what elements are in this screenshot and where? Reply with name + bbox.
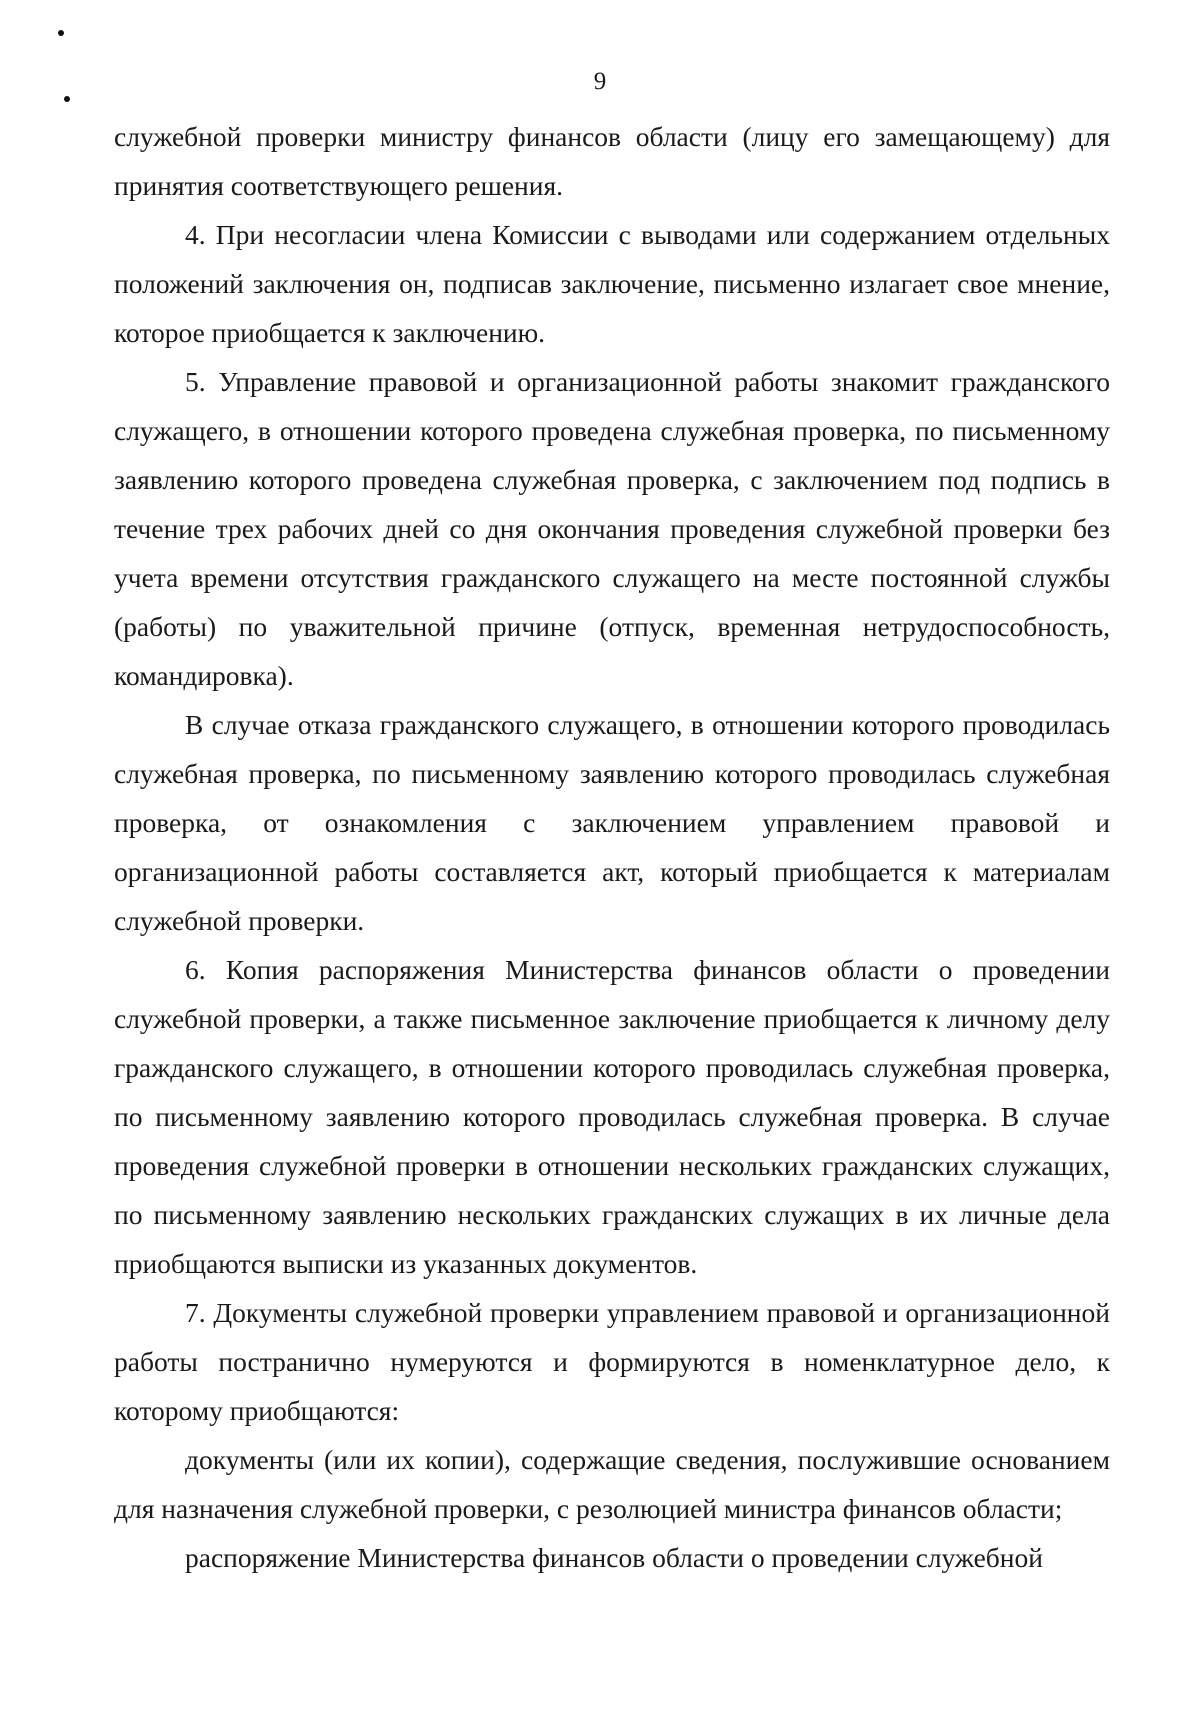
page-number: 9 <box>593 68 607 95</box>
paragraph: 7. Документы служебной проверки управлением правовой и организационной работы постранично нумеруются и формируются в номенклатурное дело, к которому приобщаются: <box>114 1297 1110 1426</box>
scan-mark <box>64 96 70 102</box>
paragraph: распоряжение Министерства финансов области о проведении служебной <box>185 1542 1043 1573</box>
paragraph: 4. При несогласии члена Комиссии с выводами или содержанием отдельных положений заключения он, подписав заключение, письменно излагает свое мнение, которое приобщается к заключению. <box>114 219 1110 348</box>
document-body <box>114 112 1110 1582</box>
scan-mark <box>58 30 64 36</box>
paragraph: 6. Копия распоряжения Министерства финансов области о проведении служебной проверки, а также письменное заключение приобщается к личному делу гражданского служащего, в отношении которого проводилась служебная проверка, по письменному заявлению которого проводилась служебная проверка. В случае проведения служебной проверки в отношении нескольких гражданских служащих, по письменному заявлению нескольких гражданских служащих в их личные дела приобщаются выписки из указанных документов. <box>114 954 1110 1279</box>
paragraph: документы (или их копии), содержащие сведения, послужившие основанием для назначения служебной проверки, с резолюцией министра финансов области; <box>114 1444 1110 1524</box>
paragraph: 5. Управление правовой и организационной работы знакомит гражданского служащего, в отношении которого проведена служебная проверка, по письменному заявлению которого проведена служебная проверка, с заключением под подпись в течение трех рабочих дней со дня окончания проведения служебной проверки без учета времени отсутствия гражданского служащего на месте постоянной службы (работы) по уважительной причине (отпуск, временная нетрудоспособность, командировка). <box>114 366 1110 691</box>
paragraph: В случае отказа гражданского служащего, в отношении которого проводилась служебная проверка, по письменному заявлению которого проводилась служебная проверка, от ознакомления с заключением управлением правовой и организационной работы составляется акт, который приобщается к материалам служебной проверки. <box>114 709 1110 936</box>
paragraph: служебной проверки министру финансов области (лицу его замещающему) для принятия соответствующего решения. <box>114 121 1110 201</box>
